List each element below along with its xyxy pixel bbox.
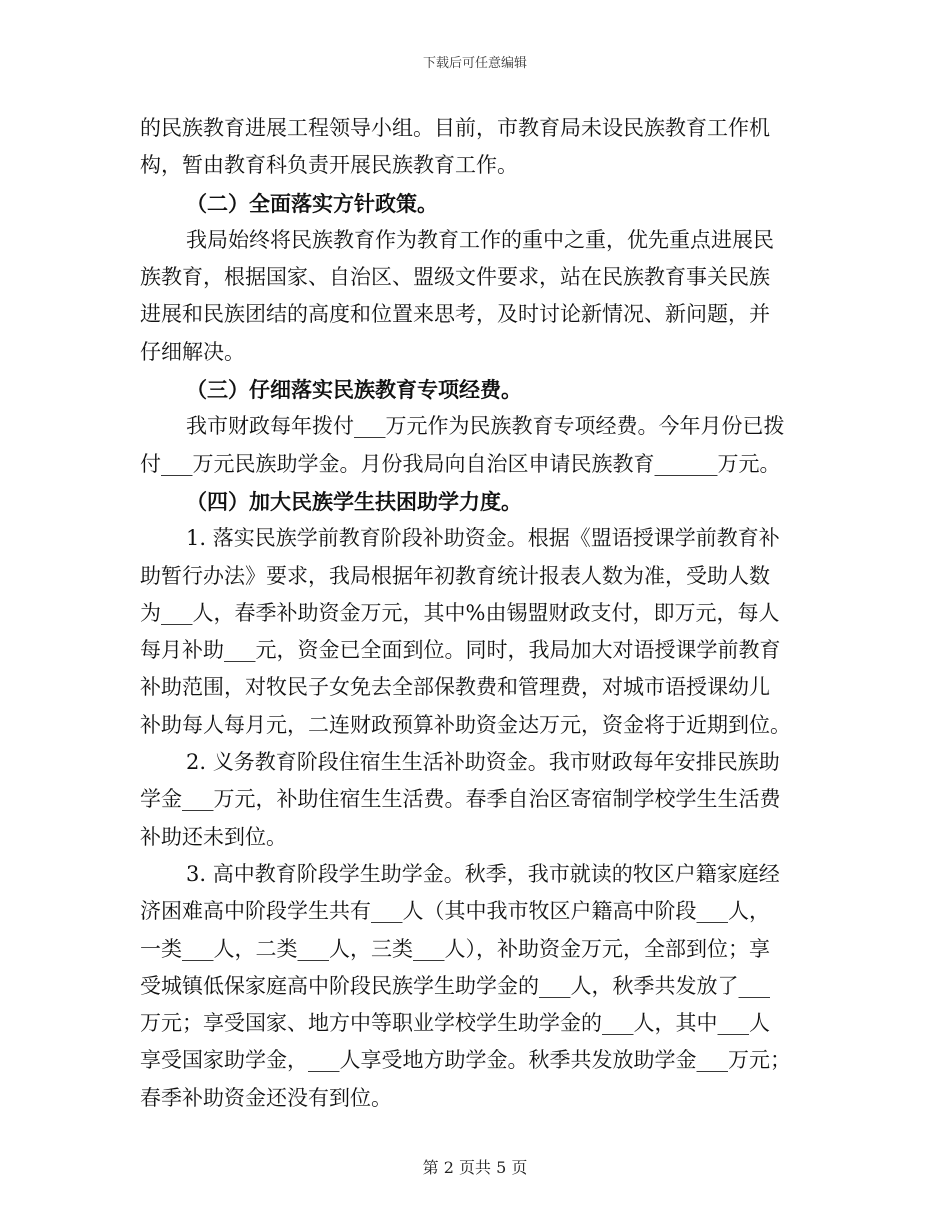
- body-line: 2. 义务教育阶段住宿生生活补助资金。我市财政每年安排民族助: [186, 750, 780, 775]
- body-line: 一类___人，二类___人，三类___人），补助资金万元，全部到位；享: [140, 936, 770, 961]
- body-line: 享受国家助学金，___人享受地方助学金。秋季共发放助学金___万元；: [140, 1048, 791, 1073]
- body-line: 学金___万元，补助住宿生生活费。春季自治区寄宿制学校学生生活费: [140, 787, 781, 812]
- body-line: 付___万元民族助学金。月份我局向自治区申请民族教育______万元。: [140, 451, 781, 476]
- body-line: 我市财政每年拨付___万元作为民族教育专项经费。今年月份已拨: [186, 414, 785, 439]
- page-footer: 第 2 页共 5 页: [422, 1158, 528, 1177]
- body-line: 助暂行办法》要求，我局根据年初教育统计报表人数为准，受助人数: [140, 563, 770, 588]
- page-header: 下载后可任意编辑: [422, 56, 527, 71]
- section-heading: （四）加大民族学生扶困助学力度。: [186, 488, 522, 514]
- body-line: 我局始终将民族教育作为教育工作的重中之重，优先重点进展民: [186, 227, 774, 252]
- section-heading: （三）仔细落实民族教育专项经费。: [186, 377, 522, 403]
- body-line: 仔细解决。: [140, 339, 245, 364]
- body-line: 受城镇低保家庭高中阶段民族学生助学金的___人，秋季共发放了___: [140, 973, 770, 998]
- body-line: 3. 高中教育阶段学生助学金。秋季，我市就读的牧区户籍家庭经: [186, 861, 780, 886]
- document-body: [140, 110, 812, 1117]
- body-line: 补助范围，对牧民子女免去全部保教费和管理费，对城市语授课幼儿: [140, 675, 770, 700]
- body-line: 为___人，春季补助资金万元，其中%由锡盟财政支付，即万元，每人: [140, 600, 780, 625]
- body-line: 春季补助资金还没有到位。: [140, 1085, 392, 1110]
- body-line: 补助每人每月元，二连财政预算补助资金达万元，资金将于近期到位。: [140, 712, 791, 737]
- body-line: 构，暂由教育科负责开展民族教育工作。: [140, 153, 518, 178]
- body-line: 济困难高中阶段学生共有___人（其中我市牧区户籍高中阶段___人，: [140, 899, 770, 924]
- body-line: 每月补助___元，资金已全面到位。同时，我局加大对语授课学前教育: [140, 638, 781, 663]
- body-line: 补助还未到位。: [140, 824, 287, 849]
- body-line: 族教育，根据国家、自治区、盟级文件要求，站在民族教育事关民族: [140, 265, 770, 290]
- body-line: 万元；享受国家、地方中等职业学校学生助学金的___人，其中___人: [140, 1011, 770, 1036]
- section-heading: （二）全面落实方针政策。: [186, 190, 438, 216]
- body-line: 的民族教育进展工程领导小组。目前，市教育局未设民族教育工作机: [140, 116, 770, 140]
- body-line: 1. 落实民族学前教育阶段补助资金。根据《盟语授课学前教育补: [186, 526, 780, 551]
- body-line: 进展和民族团结的高度和位置来思考，及时讨论新情况、新问题，并: [140, 302, 770, 327]
